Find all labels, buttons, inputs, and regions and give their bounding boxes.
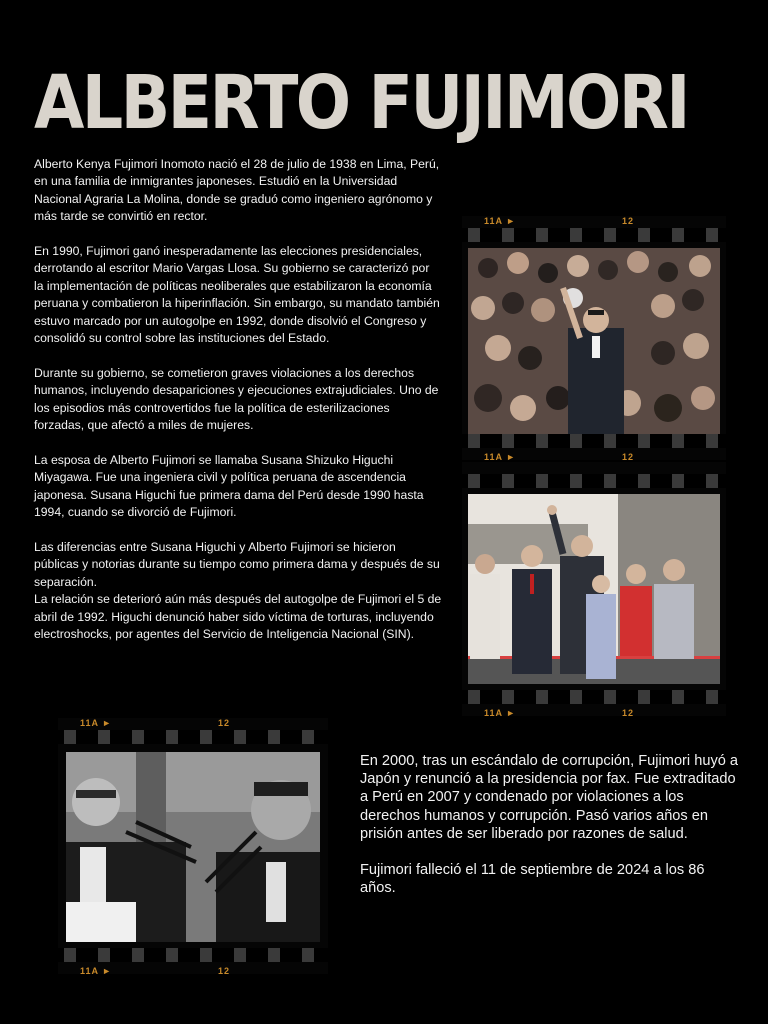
- crowd-photo: [468, 248, 720, 440]
- debate-photo: [66, 752, 320, 942]
- paragraph: Durante su gobierno, se cometieron graves violaciones a los derechos humanos, incluyendo desapariciones y ejecuciones extrajudiciales. Uno de los episodios más controvertidos fue la política de esterilizaciones forzadas, que afectó a miles de mujeres.: [34, 365, 439, 433]
- debate-photo-image: [66, 752, 320, 942]
- film-code: 11A ►: [80, 718, 113, 728]
- main-text-column: [34, 156, 442, 661]
- film-code: 12: [218, 718, 231, 728]
- paragraph: Fujimori falleció el 11 de septiembre de 2024 a los 86 años.: [360, 862, 705, 897]
- film-code: 11A ►: [484, 216, 517, 226]
- film-perforations: [58, 730, 328, 744]
- family-photo: [468, 494, 720, 684]
- side-text-column: [360, 752, 740, 916]
- paragraph: En 2000, tras un escándalo de corrupción, Fujimori huyó a Japón y renunció a la presidencia por fax. Fue extraditado a Perú en 2007 y condenado por violaciones a los derechos humanos y corrupción. Pasó varios años en prisión antes de ser liberado por razones de salud.: [360, 753, 739, 842]
- paragraph: La esposa de Alberto Fujimori se llamaba Susana Shizuko Higuchi Miyagawa. Fue una ingeniera civil y política peruana de ascendencia japonesa. Susana Higuchi fue primera dama del Perú desde 1990 hasta 1994, cuando se divorció de Fujimori.: [34, 452, 424, 520]
- crowd-photo-image: [468, 248, 720, 440]
- film-code: 12: [622, 452, 635, 462]
- film-perforations: [58, 948, 328, 962]
- film-perforations: [462, 690, 726, 704]
- paragraph: La relación se deterioró aún más después del autogolpe de Fujimori el 5 de abril de 1992. Higuchi denunció haber sido víctima de torturas, incluyendo electroshocks, por agentes del Servicio de Inteligencia Nacional (SIN).: [34, 592, 442, 641]
- paragraph: En 1990, Fujimori ganó inesperadamente las elecciones presidenciales, derrotando al escritor Mario Vargas Llosa. Su gobierno se caracterizó por la implementación de políticas neoliberales que estabilizaron la economía peruana y combatieron la hiperinflación. Sin embargo, su mandato también estuvo marcado por un autogolpe en 1992, donde disolvió el Congreso y consolidó su control sobre las instituciones del Estado.: [34, 244, 440, 346]
- film-frame-crowd: [462, 216, 726, 460]
- film-frame-family: [462, 462, 726, 716]
- page-title: ALBERTO FUJIMORI: [34, 60, 688, 146]
- film-perforations: [462, 474, 726, 488]
- film-code: 11A ►: [484, 708, 517, 718]
- film-code: 12: [218, 966, 231, 976]
- film-frame-debate: [58, 718, 328, 974]
- film-code: 12: [622, 216, 635, 226]
- film-code: 11A ►: [484, 452, 517, 462]
- film-perforations: [462, 434, 726, 448]
- family-photo-image: [468, 494, 720, 684]
- paragraph: Las diferencias entre Susana Higuchi y Alberto Fujimori se hicieron públicas y notorias durante su tiempo como primera dama y después de su separación.: [34, 539, 440, 589]
- paragraph: Alberto Kenya Fujimori Inomoto nació el 28 de julio de 1938 en Lima, Perú, en una familia de inmigrantes japoneses. Estudió en la Universidad Nacional Agraria La Molina, donde se graduó como ingeniero agrónomo y más tarde se convirtió en rector.: [34, 157, 440, 224]
- film-code: 11A ►: [80, 966, 113, 976]
- film-perforations: [462, 228, 726, 242]
- film-code: 12: [622, 708, 635, 718]
